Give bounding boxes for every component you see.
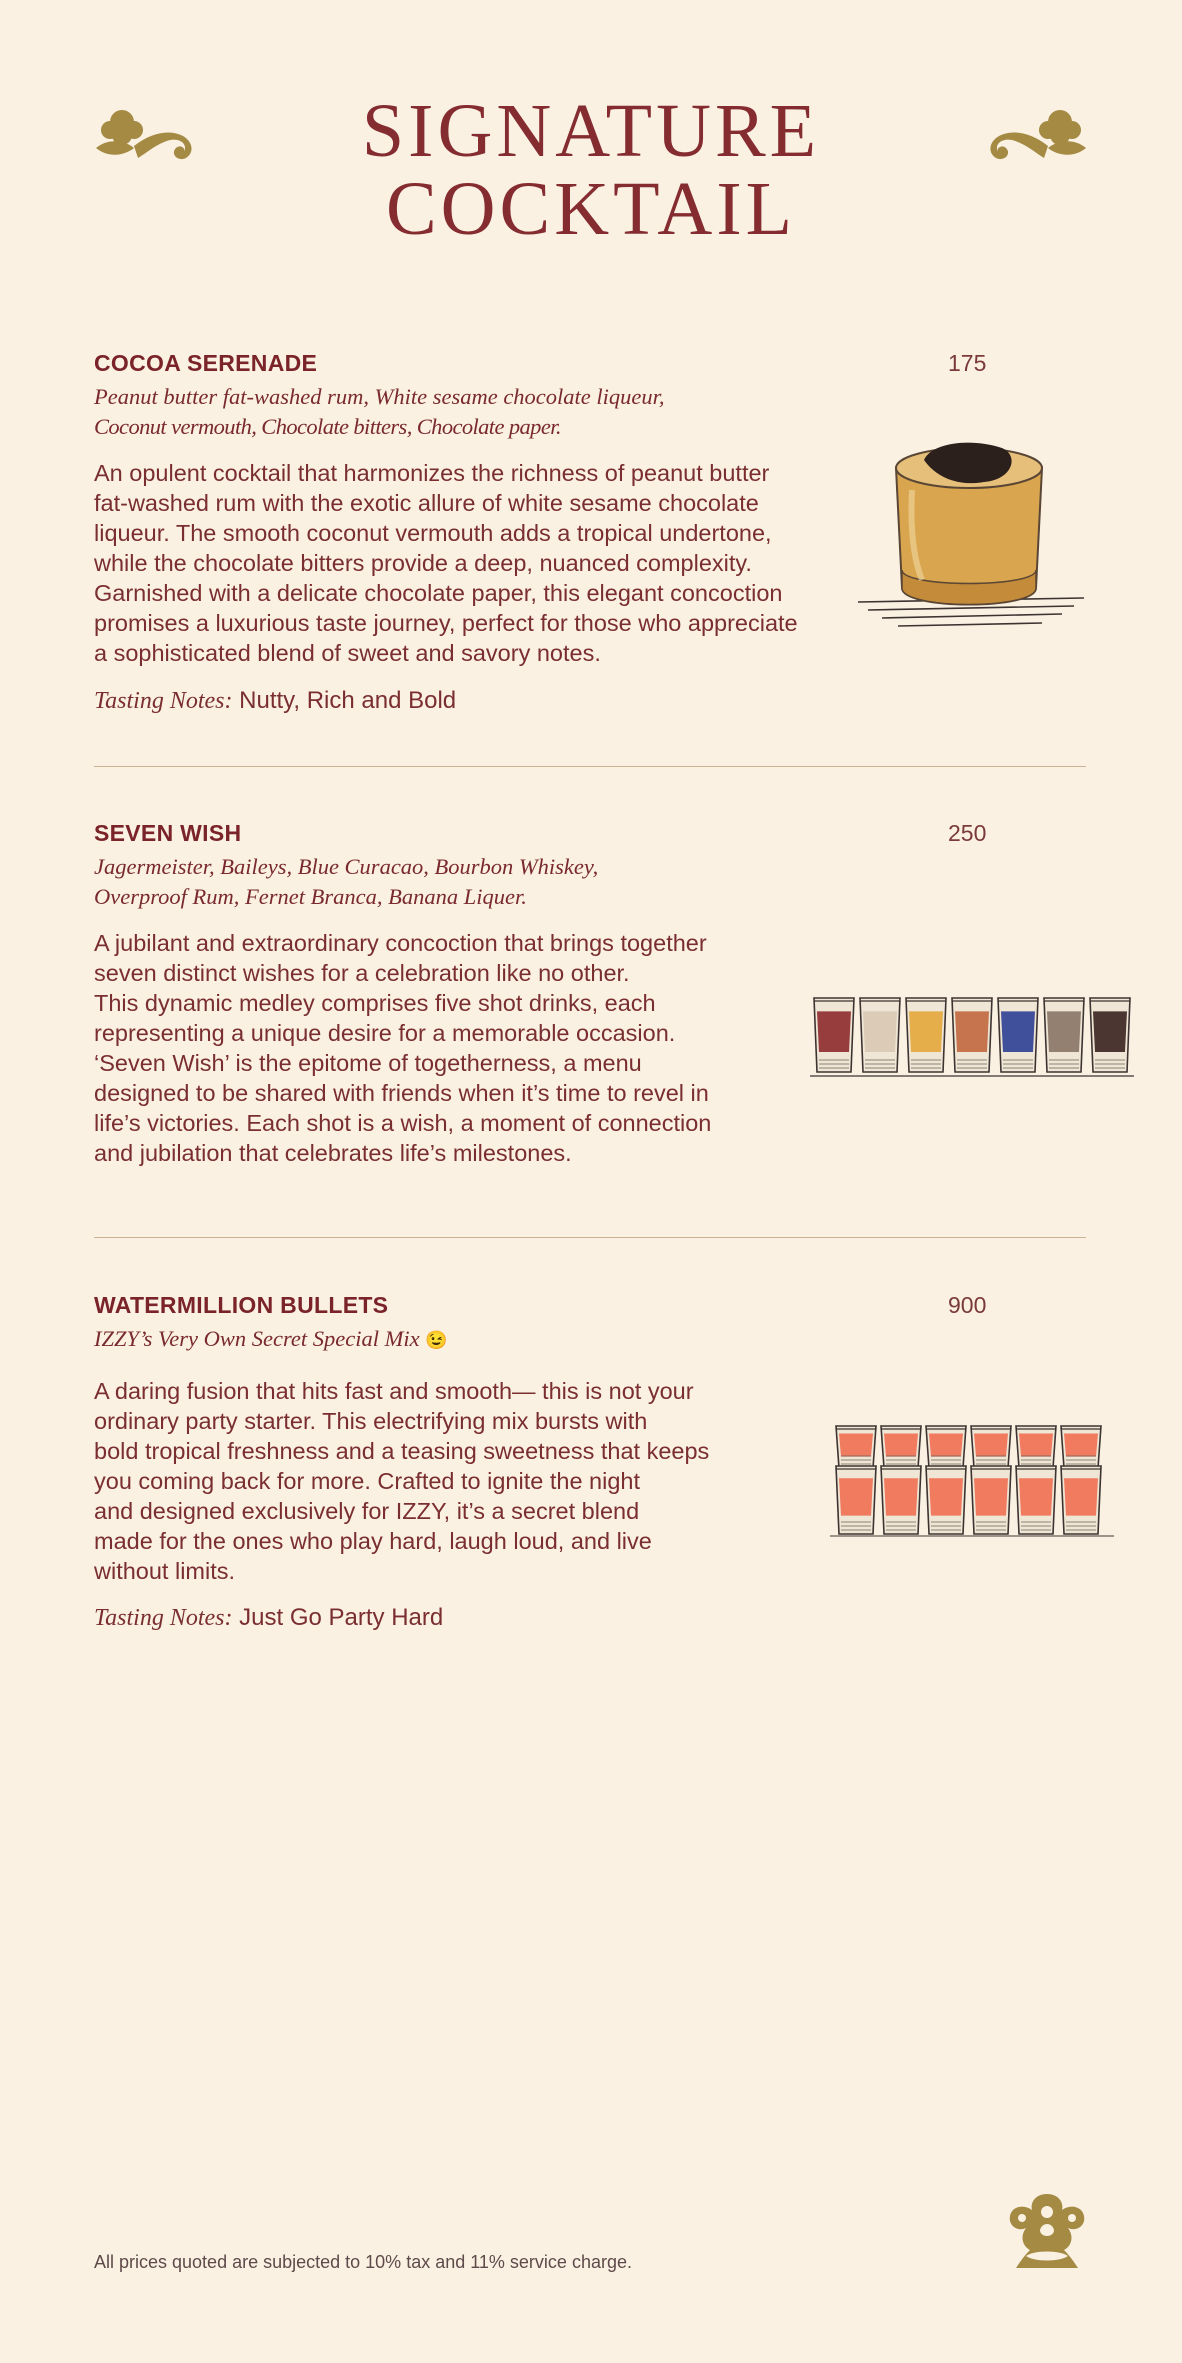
tasting-notes xyxy=(94,687,456,715)
shot-glass xyxy=(836,1466,876,1534)
item-name: SEVEN WISH xyxy=(94,820,242,846)
shot-glass xyxy=(1061,1466,1101,1534)
title-line-1: SIGNATURE xyxy=(361,89,821,173)
item-name: COCOA SERENADE xyxy=(94,350,318,376)
shot-glass xyxy=(860,998,900,1072)
shot-glass xyxy=(952,998,992,1072)
item-ingredients xyxy=(94,852,714,912)
item-description: A jubilant and extraordinary concoction that brings together seven distinct wishes for a celebration like no other. This dynamic medley comprises five shot drinks, each representing a unique desire for a memorable occasion. ‘Seven Wish’ is the epitome of togetherness, a menu designed to be shared with friends when it’s time to revel in life’s victories. Each shot is a wish, a moment of connection and jubilation that celebrates life’s milestones. xyxy=(94,930,712,1166)
item-description: A daring fusion that hits fast and smooth— this is not your ordinary party starter. This electrifying mix bursts with bold tropical freshness and a teasing sweetness that keeps you coming back for more. Crafted to ignite the night and designed exclusively for IZZY, it’s a secret blend made for the ones who play hard, laugh loud, and live without limits. xyxy=(94,1378,710,1584)
page-title xyxy=(0,89,1182,251)
wink-emoji: 😉 xyxy=(425,1330,448,1350)
seven-shot-glasses-icon xyxy=(810,992,1134,1082)
shot-glass xyxy=(881,1466,921,1534)
shot-glass xyxy=(906,998,946,1072)
shot-glass xyxy=(1090,998,1130,1072)
tasting-value: Just Go Party Hard xyxy=(239,1604,444,1631)
shot-glass xyxy=(1016,1426,1056,1468)
title-line-2: COCKTAIL xyxy=(385,167,797,251)
shot-glass xyxy=(814,998,854,1072)
item-price: 175 xyxy=(948,350,987,376)
shot-glass xyxy=(1016,1466,1056,1534)
item-ingredients xyxy=(94,1324,714,1355)
shot-glass xyxy=(836,1426,876,1468)
section-divider xyxy=(94,1237,1086,1238)
ingredients-line-1: Jagermeister, Baileys, Blue Curacao, Bourbon Whiskey, xyxy=(94,854,599,879)
watermelon-shot-glasses-icon xyxy=(830,1420,1114,1540)
shot-glass xyxy=(926,1426,966,1468)
tasting-value: Nutty, Rich and Bold xyxy=(239,687,457,714)
item-price: 900 xyxy=(948,1292,987,1318)
shot-glass xyxy=(971,1426,1011,1468)
floral-emblem-icon xyxy=(1006,2190,1088,2272)
ingredients-line-1: IZZY’s Very Own Secret Special Mix xyxy=(94,1326,420,1351)
tasting-label: Tasting Notes: xyxy=(94,688,233,714)
shot-glass xyxy=(998,998,1038,1072)
ingredients-line-2: Coconut vermouth, Chocolate bitters, Chocolate paper. xyxy=(94,414,561,439)
rocks-glass-cocktail-icon xyxy=(852,420,1092,640)
ingredients-line-1: Peanut butter fat-washed rum, White sesame chocolate liqueur, xyxy=(94,384,665,409)
shot-glass xyxy=(1044,998,1084,1072)
tasting-label: Tasting Notes: xyxy=(94,1605,233,1631)
shot-glass xyxy=(881,1426,921,1468)
footer-note: All prices quoted are subjected to 10% tax and 11% service charge. xyxy=(94,2252,632,2272)
shot-glass xyxy=(971,1466,1011,1534)
item-name: WATERMILLION BULLETS xyxy=(94,1292,389,1318)
item-price: 250 xyxy=(948,820,987,846)
item-ingredients xyxy=(94,382,714,442)
shot-glass xyxy=(1061,1426,1101,1468)
tasting-notes xyxy=(94,1604,443,1632)
shot-glass xyxy=(926,1466,966,1534)
ingredients-line-2: Overproof Rum, Fernet Branca, Banana Liquer. xyxy=(94,884,527,909)
section-divider xyxy=(94,766,1086,767)
item-description: An opulent cocktail that harmonizes the richness of peanut butter fat-washed rum with the exotic allure of white sesame chocolate liqueur. The smooth coconut vermouth adds a tropical undertone, while the chocolate bitters provide a deep, nuanced complexity. Garnished with a delicate chocolate paper, this elegant concoction promises a luxurious taste journey, perfect for those who appreciate a sophisticated blend of sweet and savory notes. xyxy=(94,460,798,666)
